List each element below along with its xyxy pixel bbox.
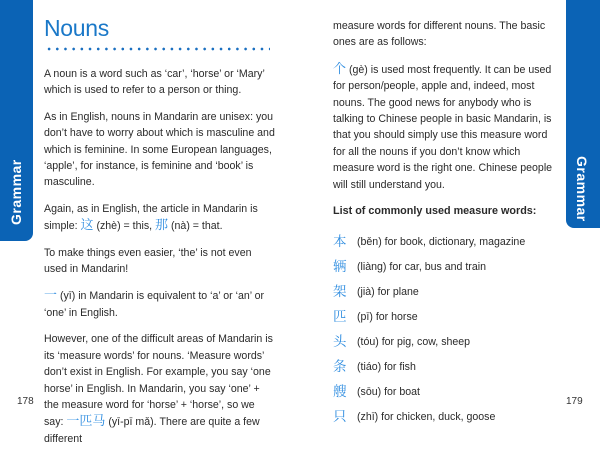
paragraph: measure words for different nouns. The basic ones are as follows:: [333, 20, 546, 49]
chinese-char: 条: [333, 359, 347, 375]
measure-word-desc: (běn) for book, dictionary, magazine: [357, 235, 526, 248]
paragraph-text: (zhè) = this,: [93, 220, 156, 233]
dotted-divider: [45, 47, 270, 51]
list-item: [333, 405, 558, 430]
list-item: [333, 355, 558, 380]
chinese-char: 匹: [333, 309, 347, 325]
section-tab-right: [566, 0, 600, 228]
paragraph-text: (yī) in Mandarin is equivalent to ‘a’ or ‘an’ or ‘one’ in English.: [44, 290, 265, 319]
section-tab-label: Grammar: [7, 159, 24, 225]
measure-word-list: [333, 229, 558, 430]
chinese-char: 本: [333, 233, 347, 249]
paragraph-text: Again, as in English, the article in Mandarin is simple:: [44, 202, 258, 233]
measure-word-desc: (jià) for plane: [357, 286, 419, 298]
list-item: [333, 255, 558, 280]
chinese-char: 辆: [333, 258, 347, 274]
section-tab-label: Grammar: [574, 156, 590, 222]
chinese-char: 头: [333, 334, 347, 350]
chinese-char: 只: [333, 409, 347, 425]
left-body: [44, 66, 276, 457]
paragraph: A noun is a word such as ‘car’, ‘horse’ or ‘Mary’ which is used to refer to a person or thing.: [44, 68, 265, 97]
paragraph: [333, 61, 558, 193]
measure-word-desc: (tóu) for pig, cow, sheep: [357, 336, 471, 349]
page-title: Nouns: [44, 15, 109, 41]
paragraph: [44, 201, 276, 235]
paragraph: [44, 331, 276, 447]
measure-word-desc: (liàng) for car, bus and train: [357, 260, 486, 273]
paragraph: As in English, nouns in Mandarin are unisex: you don’t have to worry about which is masculine and which is feminine. In some European languages, ‘apple’, for instance, is feminine and ‘book’ is masculine.: [44, 110, 275, 189]
chinese-char: 这: [80, 217, 94, 233]
list-item: [333, 330, 558, 355]
chinese-char: 一匹马: [66, 413, 106, 429]
list-item: [333, 305, 558, 330]
chinese-char: 那: [155, 217, 169, 233]
list-item: [333, 280, 558, 305]
paragraph-text: (yī-pī mǎ). There are quite a few different: [44, 416, 260, 445]
measure-word-desc: (sōu) for boat: [357, 386, 421, 399]
paragraph-text: (nà) = that.: [168, 220, 223, 233]
right-body: [333, 18, 558, 430]
section-tab-left: [0, 0, 33, 241]
list-item: [333, 229, 558, 254]
paragraph: [44, 287, 276, 321]
measure-word-desc: (pī) for horse: [357, 311, 418, 324]
list-heading: List of commonly used measure words:: [333, 205, 537, 218]
paragraph: To make things even easier, ‘the’ is not even used in Mandarin!: [44, 246, 252, 276]
left-page: [0, 0, 300, 445]
measure-word-desc: (zhī) for chicken, duck, goose: [357, 411, 496, 424]
page-number: 178: [17, 396, 34, 407]
paragraph-text: (gè) is used most frequently. It can be used for person/people, apple and, indeed, most nouns. The good news for anybody who is talking to Chinese people in basic Mandarin, is that you should simply use this measure word for all the nouns if you don’t know which measure word is the right one. Chinese people will still understand you.: [333, 63, 553, 191]
paragraph-text: However, one of the difficult areas of Mandarin is its ‘measure words’ for nouns. ‘Measure words’ don’t exist in English. For example, you say ‘one horse’ in English. In Mandarin, you say ‘one’ + the measure word for ‘horse’ + ‘horse’, so we say:: [44, 333, 273, 429]
list-item: [333, 380, 558, 405]
chinese-char: 艘: [333, 384, 347, 400]
measure-word-desc: (tiáo) for fish: [357, 361, 416, 374]
chinese-char: 架: [333, 284, 347, 299]
chinese-char: 一: [44, 287, 58, 303]
chinese-char: 个: [333, 60, 347, 76]
page-number: 179: [566, 396, 583, 407]
